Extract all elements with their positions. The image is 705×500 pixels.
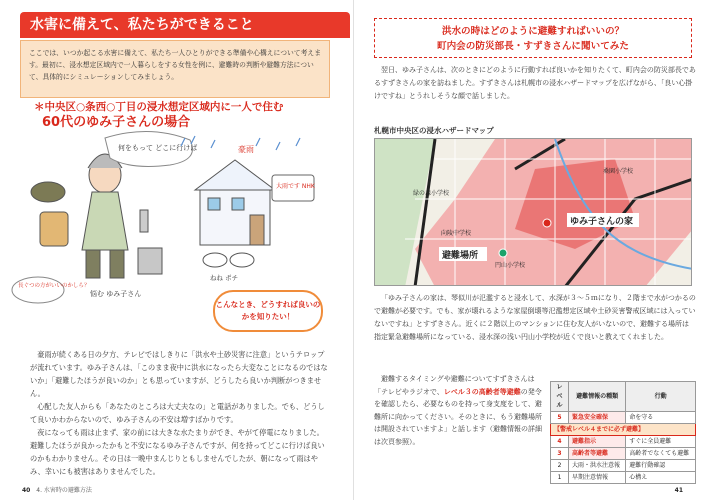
dog-illustration xyxy=(230,253,254,267)
rain-label: 豪雨 xyxy=(238,145,254,154)
question-bubble: こんなとき、どうすれば良いのかを知りたい！ xyxy=(213,290,323,332)
table-cell: 5 xyxy=(551,412,569,424)
table-warning-row xyxy=(551,424,696,436)
table-warning: 【警戒レベル４までに必ず避難】 xyxy=(551,424,696,436)
case-title-line1: ＊中央区○条西○丁目の浸水想定区域内に一人で住む xyxy=(34,101,284,113)
left-page xyxy=(0,0,352,500)
footer-left xyxy=(22,485,92,494)
hazard-map-svg xyxy=(375,139,692,286)
story-text xyxy=(30,348,328,478)
shelter-marker xyxy=(499,249,507,257)
school-label: 桑園小学校 xyxy=(603,168,634,175)
table-cell: 避難行動確認 xyxy=(626,460,696,472)
boots-note-bubble xyxy=(12,277,64,303)
map-caption: 札幌市中央区の浸水ハザードマップ xyxy=(374,126,494,135)
table-cell: 緊急安全確保 xyxy=(569,412,626,424)
paragraph-text: の発令を確認したら、必要なものを持って身支度をして、避難所に向かってください。そのときに、もう避難場所は開設されていますよ」と話します（避難情報の詳細は次頁参照）。 xyxy=(374,387,542,446)
shelter-label: 避難場所 xyxy=(442,251,479,261)
backpack-illustration xyxy=(40,212,68,246)
table-row xyxy=(551,460,696,472)
table-cell: 2 xyxy=(551,460,569,472)
table-header: 避難情報の種類 xyxy=(569,382,626,412)
table-header-row xyxy=(551,382,696,412)
school-label: 向陵中学校 xyxy=(441,230,472,237)
table-cell: 避難指示 xyxy=(569,436,626,448)
table-cell: 早期注意情報 xyxy=(569,472,626,484)
table-row xyxy=(551,412,696,424)
right-page xyxy=(353,0,705,500)
section-title: 水害に備えて、私たちができること xyxy=(20,12,350,38)
helmet-illustration xyxy=(31,182,65,202)
story-paragraph: 心配した友人からも「あなたのところは大丈夫なの」と電話がありました。でも、どうして良いかわからないので、ゆみ子さんの不安は増すばかりです。 xyxy=(30,402,325,424)
bottle-illustration xyxy=(140,210,148,232)
table-cell: 4 xyxy=(551,436,569,448)
home-marker xyxy=(543,219,551,227)
case-title-line2: 60代のゆみ子さんの場合 xyxy=(42,115,191,130)
advice-paragraph xyxy=(374,292,696,344)
table-cell: 命を守る xyxy=(626,412,696,424)
table-cell: 高齢者でなくても避難 xyxy=(626,448,696,460)
school-label: 緑の森小学校 xyxy=(413,190,450,197)
table-row xyxy=(551,472,696,484)
section-name: 4. 水害時の避難方法 xyxy=(36,487,92,494)
interview-heading xyxy=(374,18,692,58)
case-title xyxy=(34,100,334,130)
intro-paragraph xyxy=(374,64,696,103)
intro-box: ここでは、いつか起こる水害に備えて、私たち一人ひとりができる準備や心構えについて考えます。最初に、浸水想定区域内で一人暮らしをする女性を例に、避難時の判断や避難方法について、具体的にシミュレーションしてみましょう。 xyxy=(20,40,330,98)
table-row xyxy=(551,436,696,448)
table-cell: 3 xyxy=(551,448,569,460)
table-header: レベル xyxy=(551,382,569,412)
page-number: 41 xyxy=(674,487,683,494)
interview-heading-line1: 洪水の時はどのように避難すればいいの？ xyxy=(441,26,625,37)
page-number: 40 xyxy=(22,487,31,494)
evacuation-level-table xyxy=(550,381,696,484)
illustration xyxy=(10,130,332,305)
pets-label: ねね ポチ xyxy=(210,274,239,282)
hazard-map xyxy=(374,138,692,286)
woman-illustration xyxy=(82,154,128,278)
paragraph-text: 避難するタイミングや避難についてすずきさんは「テレビやラジオで、 xyxy=(374,375,535,396)
school-label: 円山小学校 xyxy=(495,262,526,269)
thought-text: 何をもって どこに行けば xyxy=(118,144,198,152)
home-label: ゆみ子さんの家 xyxy=(570,217,634,227)
table-cell: 心構え xyxy=(626,472,696,484)
cat-illustration xyxy=(203,253,227,267)
table-cell: 大雨・洪水注意報 xyxy=(569,460,626,472)
story-paragraph: 夜になっても雨は止まず、家の前には大きな水たまりができ、やがて停電になりました。避難したほうが良かったかもと不安になるゆみ子さんですが、何を持ってどこに行けば良いのかもわかりません。その日は一晩中まんじりともしませんでしたが、朝になって雨はやみ、幸いにも被害はありませんでした。 xyxy=(30,428,325,476)
table-cell: 1 xyxy=(551,472,569,484)
table-row xyxy=(551,448,696,460)
table-cell: すぐに全員避難 xyxy=(626,436,696,448)
tv-text: 大雨です NHK xyxy=(276,183,315,190)
timing-paragraph xyxy=(374,373,546,448)
paragraph-text: 「ゆみ子さんの家は、琴似川が氾濫すると浸水して、水深が３～５ｍになり、２階まで水がつかるので避難が必要です。でも、家が壊れるような家屋倒壊等氾濫想定区域や土砂災害警戒区域には入っていないですね」とすずきさん。近くに２階以上のマンションに住む友人がいないので、避難する場所は指定緊急避難場所になっている、浸水深の浅い円山小学校が近くで良いと教えてくれました。 xyxy=(374,294,696,341)
table-header: 行動 xyxy=(626,382,696,412)
interview-heading-line2: 町内会の防災部長・すずきさんに聞いてみた xyxy=(437,41,629,52)
table-cell: 高齢者等避難 xyxy=(569,448,626,460)
paragraph-text: 翌日、ゆみ子さんは、次のときにどのように行動すれば良いかを知りたくて、町内会の防災部長であるすずきさんの家を訪ねました。すずきさんは札幌市の浸水ハザードマップを広げながら、「良い心掛けですね」とうれしそうな顔で話しました。 xyxy=(374,66,696,100)
boots-illustration xyxy=(138,248,162,274)
story-paragraph: 豪雨が続くある日の夕方、テレビではしきりに「洪水や土砂災害に注意」というテロップが流れています。ゆみ子さんは、「このまま夜中に洪水になったら大変なことになるのではないか」「避難したほうが良いのか」とも思っていますが、どうしたら良いか判断がつきません。 xyxy=(30,350,328,398)
name-tag: 悩む ゆみ子さん xyxy=(90,290,142,298)
house-illustration xyxy=(195,160,275,245)
boots-note: 長ぐつの方がいいのかしら？ xyxy=(18,283,90,289)
highlight-text: レベル３の高齢者等避難 xyxy=(443,387,521,396)
